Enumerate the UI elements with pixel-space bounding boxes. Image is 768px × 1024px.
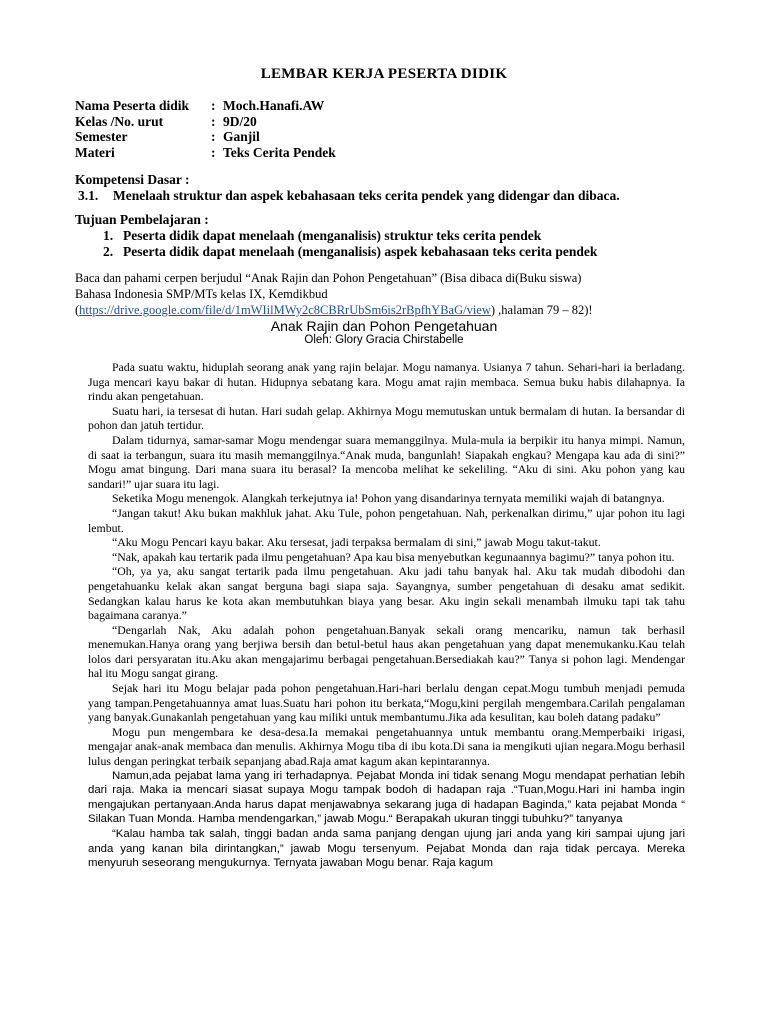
- story-paragraph: Dalam tidurnya, samar-samar Mogu mendengar suara memanggilnya. Mula-mula ia berpikir itu hanya mimpi. Namun, di saat ia terbangun, suara itu masih memanggilnya.“Anak muda, bangunlah! Siapakah engkau? Mengapa kau ada di sini?” Mogu amat bingung. Dari mana suara itu berasal? Ia mencoba melihat ke sekeliling. “Aku di sini. Aku pohon yang kau sandari!” ujar suara itu lagi.: [88, 432, 685, 491]
- story-paragraph: Suatu hari, ia tersesat di hutan. Hari sudah gelap. Akhirnya Mogu memutuskan untuk bermalam di hutan. Ia bersandar di pohon dan jatuh tertidur.: [88, 403, 685, 433]
- identity-value: Moch.Hanafi.AW: [223, 98, 325, 113]
- story-paragraph: Seketika Mogu menengok. Alangkah terkejutnya ia! Pohon yang disandarinya ternyata memiliki wajah di batangnya.: [112, 491, 665, 506]
- tujuan-number: 2.: [103, 244, 114, 259]
- student-identity: [75, 98, 336, 160]
- instruction-link-line: [75, 302, 695, 318]
- tujuan-text: Peserta didik dapat menelaah (menganalisis) aspek kebahasaan teks cerita pendek: [123, 244, 598, 259]
- kompetensi-text: Menelaah struktur dan aspek kebahasaan teks cerita pendek yang didengar dan dibaca.: [113, 188, 620, 203]
- identity-row: [75, 114, 336, 130]
- story-title: Anak Rajin dan Pohon Pengetahuan: [270, 318, 498, 334]
- identity-separator: :: [211, 129, 216, 144]
- identity-separator: :: [211, 98, 216, 113]
- instruction-line: Bahasa Indonesia SMP/MTs kelas IX, Kemdikbud: [75, 287, 328, 301]
- tujuan-pembelajaran: [75, 212, 597, 260]
- identity-separator: :: [211, 113, 216, 129]
- tujuan-text: Peserta didik dapat menelaah (menganalisis) struktur teks cerita pendek: [123, 228, 542, 243]
- tujuan-heading: Tujuan Pembelajaran :: [75, 212, 209, 227]
- link-close-text: ) ,halaman 79 – 82)!: [490, 303, 593, 317]
- link-open-paren: (: [75, 303, 80, 317]
- story-paragraph: “Dengarlah Nak, Aku adalah pohon pengetahuan.Banyak sekali orang mencariku, namun tak berhasil menemukan.Hanya orang yang berjiwa bersih dan betul-betul haus akan pengetahuan yang dapat menemukanku.Kau telah lolos dari persyaratan itu.Aku akan mengajarimu berbagai pengetahuan.Bersediakah kau?” Tanya si pohon lagi. Mendengar hal itu Mogu sangat girang.: [88, 622, 685, 681]
- story-paragraph: Namun,ada pejabat lama yang iri terhadapnya. Pejabat Monda ini tidak senang Mogu mendapat perhatian lebih dari raja. Maka ia mencari siasat supaya Mogu tampak bodoh di hadapan raja .“Tuan,Mogu.Hari ini hamba ingin mengajukan pertanyaan.Anda harus dapat menjawabnya sekarang juga di hadapan Baginda,” kata pejabat Monda “ Silakan Tuan Monda. Hamba mendengarkan,” jawab Mogu.“ Berapakah ukuran tinggi tubuhku?” tanyanya: [88, 769, 685, 826]
- kompetensi-number: 3.1.: [78, 188, 99, 203]
- identity-label: Kelas /No. urut: [75, 113, 164, 129]
- tujuan-item: [75, 244, 597, 260]
- story-paragraph: “Nak, apakah kau tertarik pada ilmu pengetahuan? Apa kau bisa menyebutkan kegunaannya bagimu?” tanya pohon itu.: [112, 549, 675, 564]
- story-paragraph: “Kalau hamba tak salah, tinggi badan anda sama panjang dengan ujung jari anda yang kiri sampai ujung jari anda yang kanan bila dirintangkan,” jawab Mogu tersenyum. Pejabat Monda dan raja tidak percaya. Mereka menyuruh seseorang mengukurnya. Ternyata jawaban Mogu benar. Raja kagum: [88, 828, 685, 870]
- story-paragraph: “Oh, ya ya, aku sangat tertarik pada ilmu pengetahuan. Aku jadi tahu banyak hal. Aku tak mudah dibodohi dan pengetahuanku kelak akan sangat berguna bagi siapa saja. Sayangnya, sumber pengetahuan di desaku amat sedikit. Sedangkan kalau harus ke kota akan membutuhkan biaya yang besar. Aku ingin sekali menambah ilmuku tapi tak tahu bagaimana caranya.”: [88, 564, 685, 623]
- story-paragraph: “Jangan takut! Aku bukan makhluk jahat. Aku Tule, pohon pengetahuan. Nah, perkenalkan dirimu,” ujar pohon itu lagi lembut.: [88, 505, 685, 535]
- story-author: Oleh: Glory Gracia Chirstabelle: [304, 334, 464, 346]
- tujuan-number: 1.: [103, 228, 114, 243]
- tujuan-item: [75, 228, 597, 244]
- book-drive-link[interactable]: https://drive.google.com/file/d/1mWIilMWy2c8CBRrUbSm6is2rBpfhYBaG/view: [79, 303, 491, 317]
- kompetensi-dasar: [75, 172, 620, 204]
- story-paragraph: Sejak hari itu Mogu belajar pada pohon pengetahuan.Hari-hari berlalu dengan cepat.Mogu tumbuh menjadi pemuda yang tampan.Pengetahuannya amat luas.Suatu hari pohon itu berkata,“Mogu,kini pergilah mengembara.Carilah pengalaman yang banyak.Gunakanlah pengetahuan yang kau miliki untuk membantumu.Jika ada kesulitan, kau boleh datang padaku”: [88, 681, 685, 725]
- identity-label: Materi: [75, 144, 115, 160]
- identity-row: [75, 145, 336, 161]
- kompetensi-item: [75, 188, 620, 204]
- page-title: LEMBAR KERJA PESERTA DIDIK: [260, 66, 508, 82]
- story-body: [88, 360, 685, 871]
- story-paragraph: “Aku Mogu Pencari kayu bakar. Aku tersesat, jadi terpaksa bermalam di sini,” jawab Mogu takut-takut.: [112, 535, 601, 550]
- reading-instruction: [75, 270, 695, 318]
- identity-separator: :: [211, 144, 216, 160]
- instruction-line: Baca dan pahami cerpen berjudul “Anak Rajin dan Pohon Pengetahuan” (Bisa dibaca di(Buku siswa): [75, 271, 582, 285]
- identity-row: [75, 129, 336, 145]
- identity-value: Ganjil: [223, 129, 260, 144]
- identity-label: Nama Peserta didik: [75, 98, 189, 113]
- identity-value: 9D/20: [223, 113, 257, 129]
- story-paragraph: Pada suatu waktu, hiduplah seorang anak yang rajin belajar. Mogu namanya. Usianya 7 tahun. Sehari-hari ia berladang. Juga mencari kayu bakar di hutan. Hidupnya sebatang kara. Mogu amat rajin membaca. Semua buku habis dilahapnya. Ia rindu akan pengetahuan.: [88, 360, 685, 404]
- kompetensi-heading: Kompetensi Dasar :: [75, 172, 190, 187]
- story-paragraph: Mogu pun mengembara ke desa-desa.Ia memakai pengetahuannya untuk membantu orang.Memperbaiki irigasi, mengajar anak-anak membaca dan menulis. Akhirnya Mogu tiba di ibu kota.Di sana ia mengikuti ujian negara.Mogu berhasil lulus dengan peringkat terbaik sepanjang abad.Raja amat kagum akan kepintarannya.: [88, 724, 685, 769]
- identity-label: Semester: [75, 129, 128, 144]
- identity-row: [75, 98, 336, 114]
- identity-value: Teks Cerita Pendek: [223, 144, 336, 160]
